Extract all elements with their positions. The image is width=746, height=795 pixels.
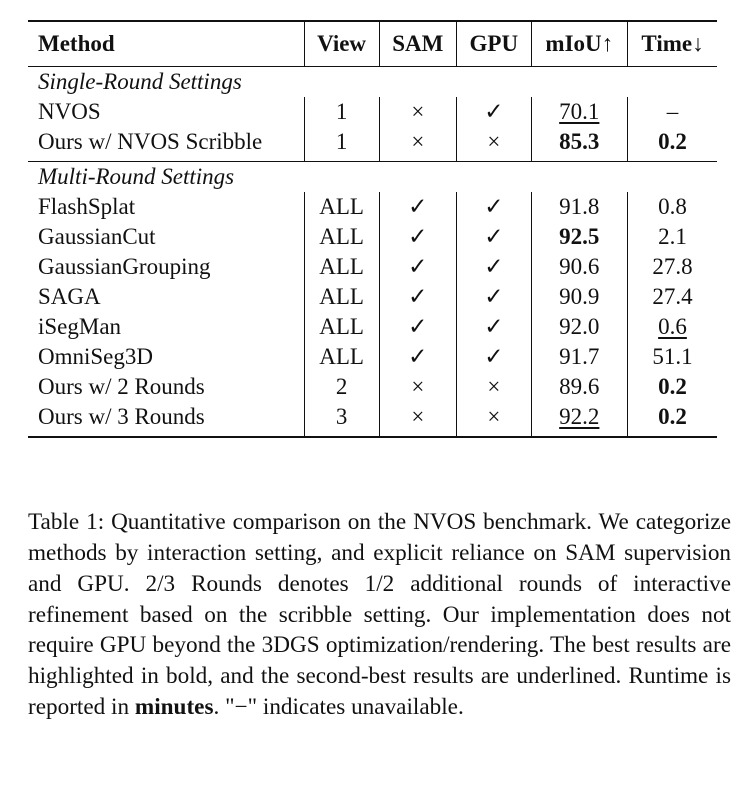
cell-time: 0.2 — [627, 372, 717, 402]
cell-method: NVOS — [38, 99, 101, 124]
table-row — [28, 282, 717, 312]
cell-miou: 92.5 — [531, 222, 627, 252]
header-view: View — [304, 21, 379, 67]
cell-view: ALL — [304, 312, 379, 342]
section-title-row — [28, 162, 717, 193]
cell-time: 51.1 — [627, 342, 717, 372]
check-icon: ✓ — [379, 252, 456, 282]
table-row — [28, 97, 717, 127]
check-icon: ✓ — [379, 192, 456, 222]
cell-miou: 90.6 — [531, 252, 627, 282]
table-row — [28, 222, 717, 252]
cell-miou: 92.0 — [531, 312, 627, 342]
cross-icon: × — [379, 127, 456, 162]
caption-text: Table 1: Quantitative comparison on the NVOS benchmark. We categorize methods by interaction setting, and explicit reliance on SAM supervision and GPU. 2/3 Rounds denotes 1/2 additional rounds of interactive refinement based on the scribble setting. Our implementation does not require GPU beyond the 3DGS optimization/rendering. The best results are highlighted in bold, and the second-best results are underlined. Runtime is reported in — [28, 509, 731, 720]
header-gpu: GPU — [457, 21, 532, 67]
table-caption — [28, 507, 731, 723]
cell-view: ALL — [304, 192, 379, 222]
cell-time: – — [627, 97, 717, 127]
cell-view: ALL — [304, 342, 379, 372]
cross-icon: × — [379, 97, 456, 127]
cell-view: ALL — [304, 252, 379, 282]
cell-method: GaussianGrouping — [38, 254, 211, 279]
cross-icon: × — [457, 402, 532, 437]
cell-time: 0.2 — [627, 127, 717, 162]
check-icon: ✓ — [379, 222, 456, 252]
table-row — [28, 402, 717, 437]
cell-miou: 91.7 — [531, 342, 627, 372]
table-row — [28, 192, 717, 222]
section-title-row — [28, 67, 717, 98]
cell-miou: 91.8 — [531, 192, 627, 222]
header-miou: mIoU↑ — [531, 21, 627, 67]
header-time: Time↓ — [627, 21, 717, 67]
results-table — [28, 20, 717, 438]
cell-miou: 70.1 — [531, 97, 627, 127]
check-icon: ✓ — [457, 97, 532, 127]
cell-time: 0.6 — [627, 312, 717, 342]
cross-icon: × — [379, 372, 456, 402]
cell-method: GaussianCut — [38, 224, 156, 249]
cell-time: 0.2 — [627, 402, 717, 437]
table-header-row — [28, 21, 717, 67]
check-icon: ✓ — [457, 252, 532, 282]
header-sam: SAM — [379, 21, 456, 67]
section-title-multi: Multi-Round Settings — [28, 162, 717, 193]
section-title-single: Single-Round Settings — [38, 69, 242, 94]
cell-method: Ours w/ NVOS Scribble — [38, 129, 263, 154]
cell-time: 2.1 — [627, 222, 717, 252]
table-row — [28, 342, 717, 372]
cell-view: 2 — [304, 372, 379, 402]
cell-time: 0.8 — [627, 192, 717, 222]
cell-time: 27.4 — [627, 282, 717, 312]
cell-view: 1 — [304, 97, 379, 127]
cell-view: ALL — [304, 222, 379, 252]
cell-method: FlashSplat — [38, 194, 136, 219]
check-icon: ✓ — [457, 282, 532, 312]
results-table-container — [28, 20, 717, 438]
cell-view: 3 — [304, 402, 379, 437]
caption-text-end: . "−" indicates unavailable. — [213, 693, 464, 720]
cell-time: 27.8 — [627, 252, 717, 282]
cell-method: OmniSeg3D — [38, 344, 153, 369]
cell-method: iSegMan — [38, 314, 122, 339]
cross-icon: × — [379, 402, 456, 437]
cell-method: Ours w/ 2 Rounds — [38, 374, 205, 399]
check-icon: ✓ — [457, 312, 532, 342]
cell-miou: 89.6 — [531, 372, 627, 402]
cell-view: 1 — [304, 127, 379, 162]
cell-method: Ours w/ 3 Rounds — [28, 402, 304, 437]
check-icon: ✓ — [379, 342, 456, 372]
check-icon: ✓ — [379, 282, 456, 312]
cell-miou: 90.9 — [531, 282, 627, 312]
caption-bold-unit: minutes — [134, 693, 214, 720]
header-method: Method — [28, 21, 304, 67]
table-row — [28, 312, 717, 342]
cross-icon: × — [457, 372, 532, 402]
table-row — [28, 252, 717, 282]
check-icon: ✓ — [379, 312, 456, 342]
cell-method: SAGA — [38, 284, 101, 309]
check-icon: ✓ — [457, 342, 532, 372]
cross-icon: × — [457, 127, 532, 162]
table-row — [28, 372, 717, 402]
check-icon: ✓ — [457, 222, 532, 252]
table-row — [28, 127, 717, 162]
cell-miou: 92.2 — [531, 402, 627, 437]
cell-miou: 85.3 — [531, 127, 627, 162]
cell-view: ALL — [304, 282, 379, 312]
check-icon: ✓ — [457, 192, 532, 222]
